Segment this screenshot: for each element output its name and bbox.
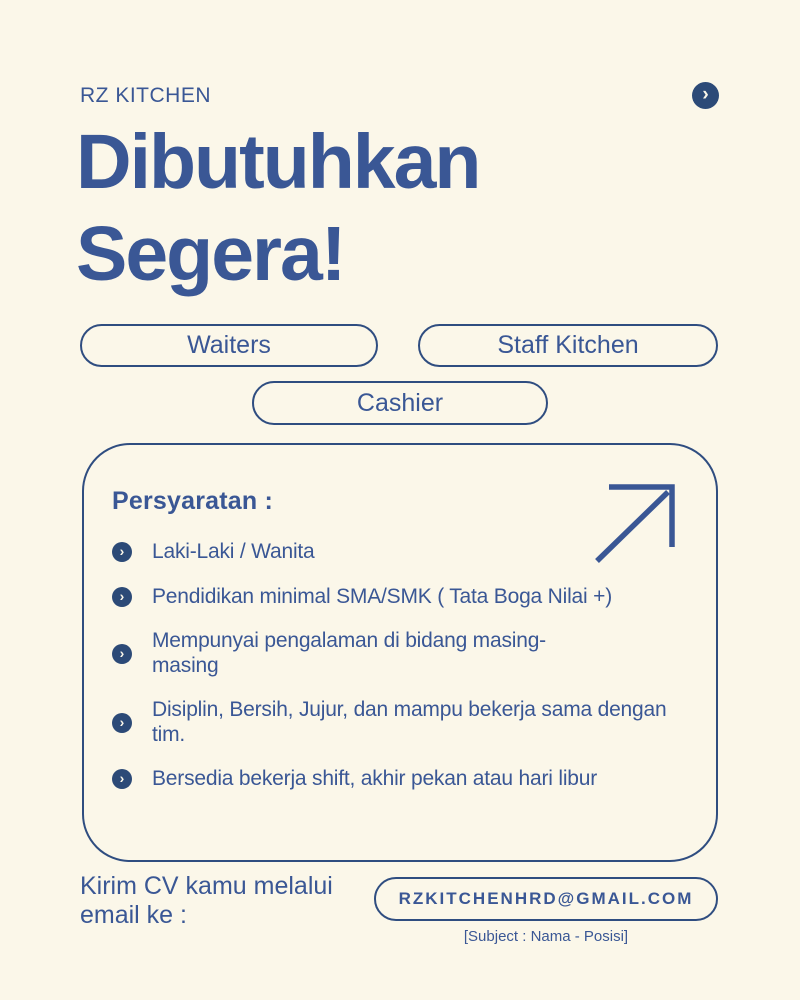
- chevron-badge-button[interactable]: [692, 82, 719, 109]
- requirement-text: Bersedia bekerja shift, akhir pekan atau hari libur: [152, 767, 598, 790]
- cta-line-2: email ke :: [80, 901, 187, 929]
- requirement-text: Laki-Laki / Wanita: [152, 540, 315, 563]
- arrow-up-right-icon: [592, 483, 676, 565]
- requirements-heading: Persyaratan :: [112, 487, 274, 515]
- subject-note: [Subject : Nama - Posisi]: [463, 928, 629, 945]
- chevron-bullet-icon: ›: [112, 587, 132, 607]
- chevron-right-icon: ›: [702, 83, 709, 105]
- chevron-bullet-icon: ›: [112, 542, 132, 562]
- page-title: [76, 116, 479, 300]
- cta-line-1: Kirim CV kamu melalui: [80, 872, 333, 900]
- requirement-text: Pendidikan minimal SMA/SMK ( Tata Boga Nilai +): [152, 584, 612, 608]
- requirement-item: [112, 698, 688, 747]
- brand-name: RZ KITCHEN: [80, 84, 211, 107]
- requirement-item: [112, 629, 688, 678]
- position-pill-staff-kitchen[interactable]: Staff Kitchen: [418, 324, 718, 367]
- requirement-text: Disiplin, Bersih, Jujur, dan mampu bekerja sama dengan tim.: [152, 698, 667, 746]
- title-line-2: Segera!: [76, 211, 345, 297]
- position-pill-cashier[interactable]: Cashier: [252, 381, 548, 425]
- position-pill-waiters[interactable]: Waiters: [80, 324, 378, 367]
- requirement-item: [112, 767, 688, 792]
- requirement-item: [112, 585, 688, 610]
- chevron-bullet-icon: ›: [112, 644, 132, 664]
- cta-text: [80, 872, 333, 930]
- requirements-card: [82, 443, 718, 862]
- requirement-text: Mempunyai pengalaman di bidang masing-masing: [152, 629, 546, 677]
- title-line-1: Dibutuhkan: [76, 119, 480, 205]
- chevron-bullet-icon: ›: [112, 769, 132, 789]
- requirements-list: [112, 540, 688, 792]
- chevron-bullet-icon: ›: [112, 713, 132, 733]
- email-button[interactable]: RZKITCHENHRD@GMAIL.COM: [374, 877, 718, 921]
